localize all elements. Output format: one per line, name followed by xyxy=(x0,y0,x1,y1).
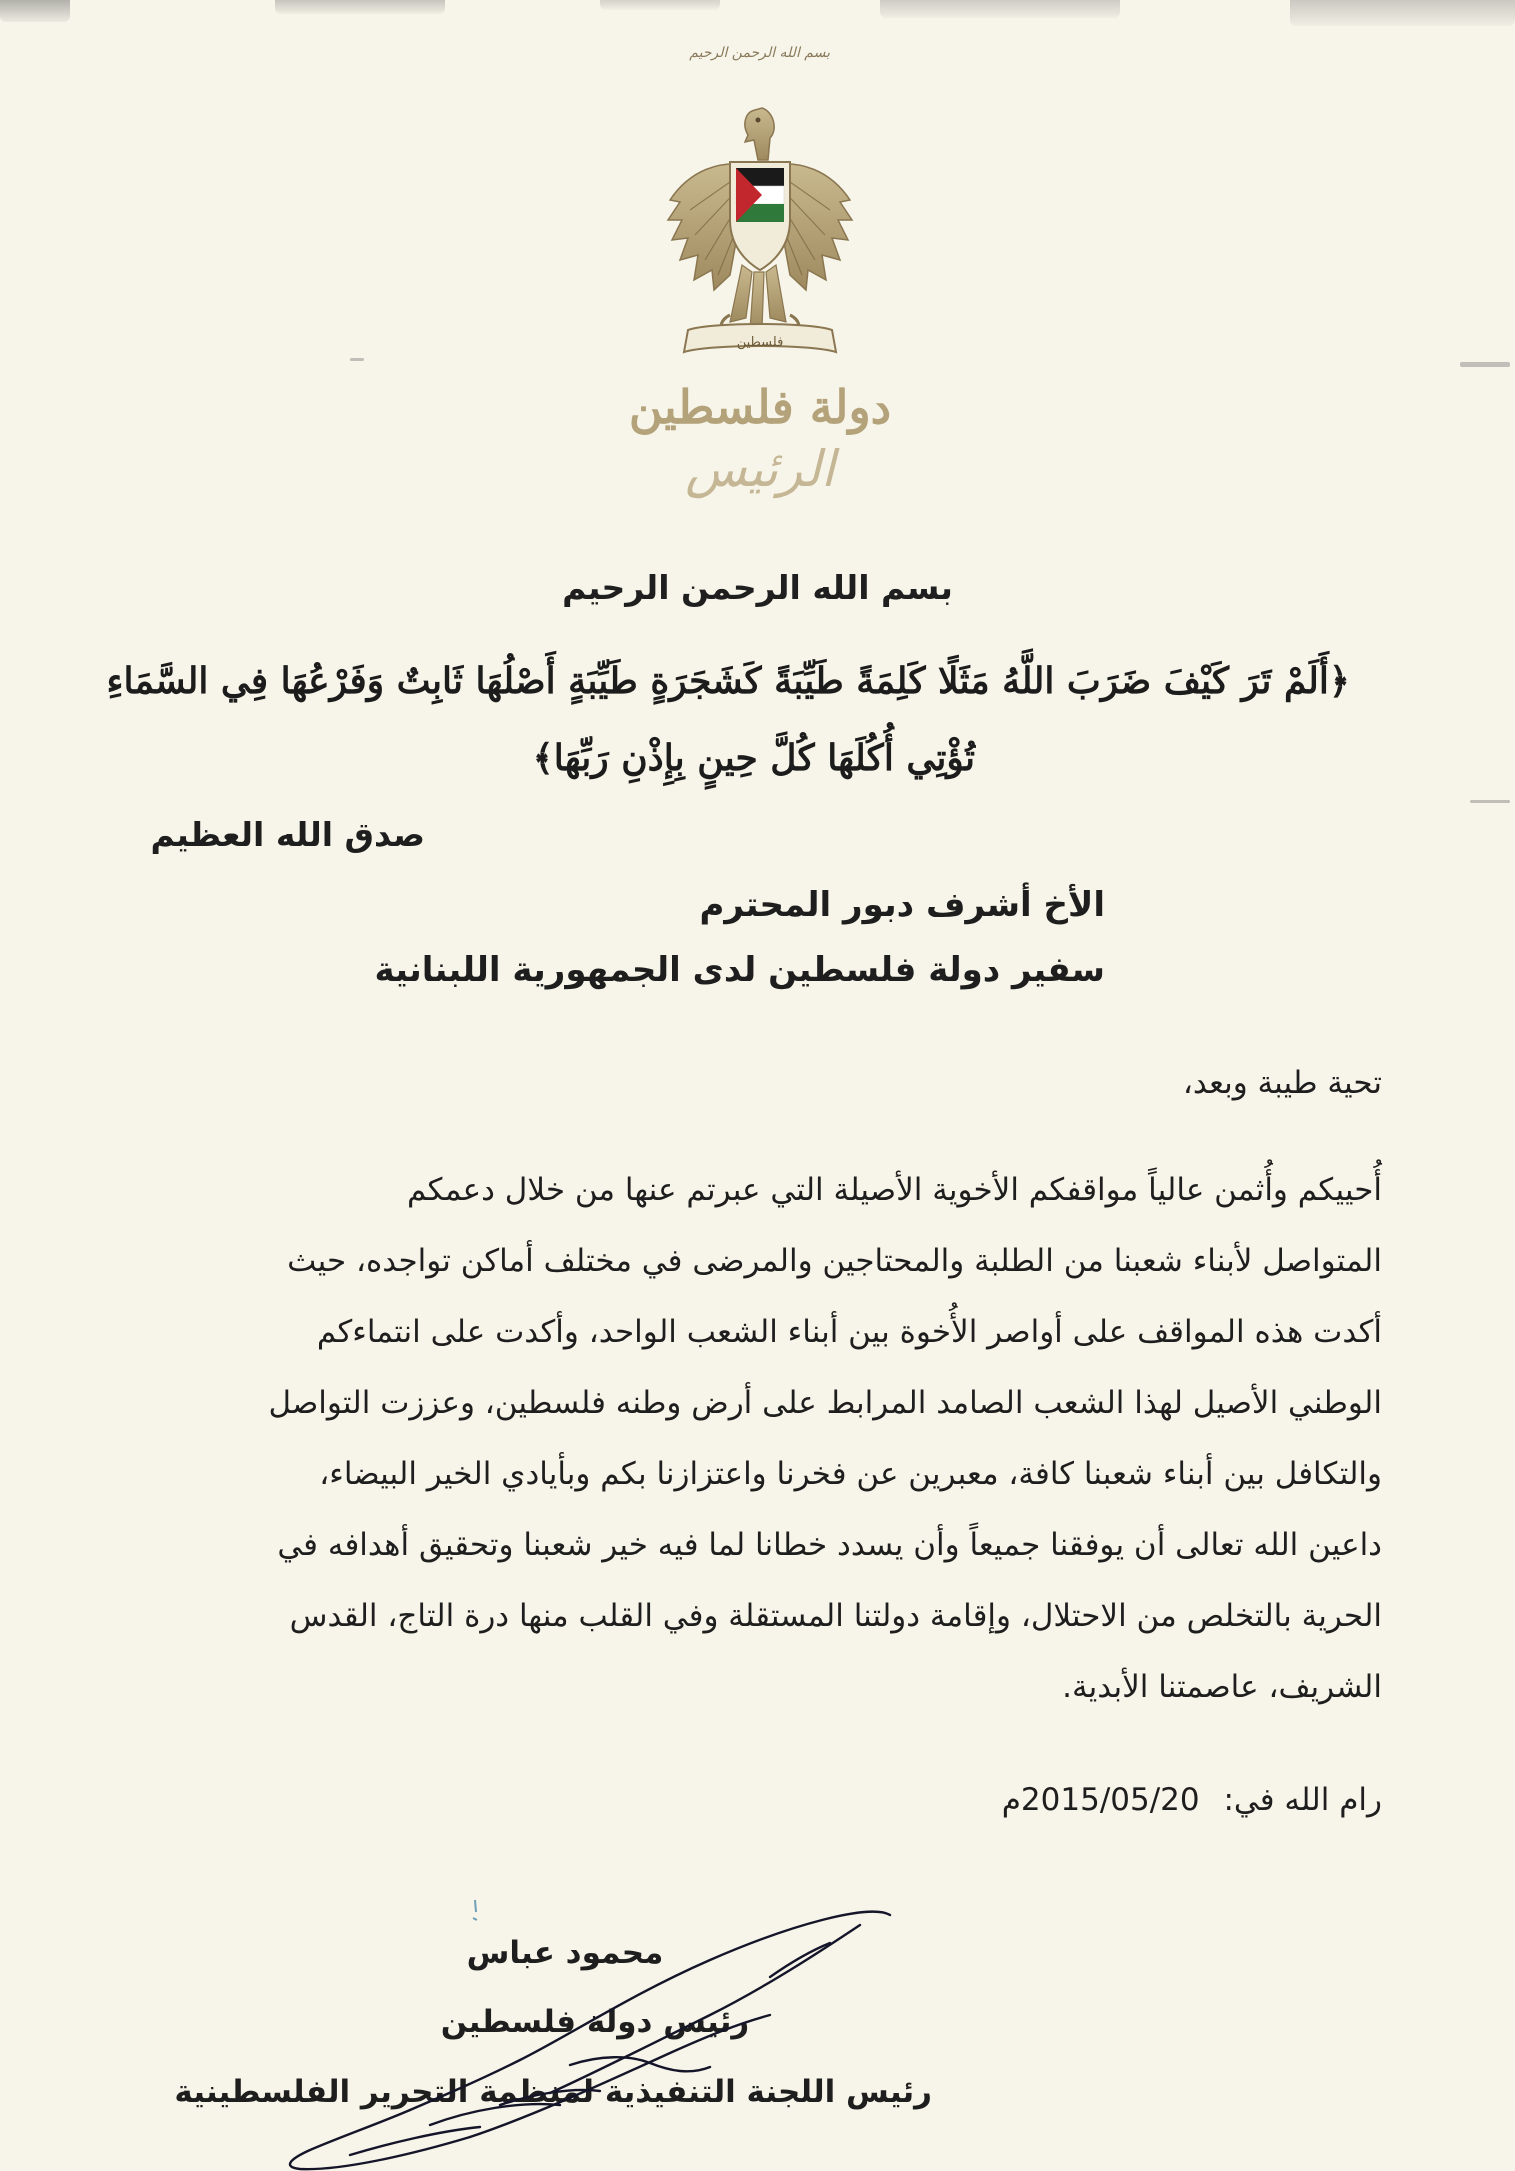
body-line: أُحييكم وأُثمن عالياً مواقفكم الأخوية الأصيلة التي عبرتم عنها من خلال دعمكم xyxy=(406,1172,1382,1208)
emblem-banner-text: فلسطين xyxy=(736,335,784,350)
recipient-title: سفير دولة فلسطين لدى الجمهورية اللبنانية xyxy=(374,950,1105,990)
quran-verse-line-1: ﴿أَلَمْ تَرَ كَيْفَ ضَرَبَ اللَّهُ مَثَلًا كَلِمَةً طَيِّبَةً كَشَجَرَةٍ طَيِّبَةٍ أَصْلُهَا ثَابِتٌ وَفَرْعُهَا فِي السَّمَاءِ xyxy=(106,660,1350,702)
quran-verse-line-2: تُؤْتِي أُكُلَهَا كُلَّ حِينٍ بِإِذْنِ رَبِّهَا﴾ xyxy=(532,737,975,779)
body-line: داعين الله تعالى أن يوفقنا جميعاً وأن يسدد خطانا لما فيه خير شعبنا وتحقيق أهدافه في xyxy=(277,1527,1382,1563)
letterhead-state-name: دولة فلسطين xyxy=(628,380,892,434)
signatory-title-2: رئيس اللجنة التنفيذية لمنظمة التحرير الفلسطينية xyxy=(174,2074,932,2110)
letterhead-office-name: الرئيس xyxy=(685,440,835,498)
scan-smudge xyxy=(0,0,70,22)
body-line: أكدت هذه المواقف على أواصر الأُخوة بين أبناء الشعب الواحد، وأكدت على انتماءكم xyxy=(316,1314,1382,1350)
body-line: والتكافل بين أبناء شعبنا كافة، معبرين عن فخرنا واعتزازنا بكم وبأيادي الخير البيضاء، xyxy=(319,1456,1382,1492)
recipient-name: الأخ أشرف دبور المحترم xyxy=(699,885,1105,925)
scan-smudge xyxy=(1290,0,1515,26)
body-line: الشريف، عاصمتنا الأبدية. xyxy=(1062,1669,1382,1705)
letterhead xyxy=(600,45,920,498)
scan-speck xyxy=(1460,362,1510,367)
palestine-eagle-emblem-icon xyxy=(650,90,870,380)
dateline-label: رام الله في: xyxy=(1223,1782,1382,1818)
body-line: الوطني الأصيل لهذا الشعب الصامد المرابط على أرض وطنه فلسطين، وعززت التواصل xyxy=(268,1385,1382,1421)
scan-speck xyxy=(350,358,364,361)
signatory-name: محمود عباس xyxy=(466,1935,664,1971)
scan-smudge xyxy=(275,0,445,14)
scan-speck xyxy=(1470,800,1510,803)
scan-smudge xyxy=(880,0,1120,18)
dateline-date: 2015/05/20م xyxy=(1001,1782,1200,1818)
handwritten-signature-icon xyxy=(270,1905,910,2171)
letterhead-basmala: بسم الله الرحمن الرحيم xyxy=(689,45,830,61)
verse-closing-phrase: صدق الله العظيم xyxy=(150,815,425,854)
dateline xyxy=(1002,1782,1382,1818)
body-line: الحرية بالتخلص من الاحتلال، وإقامة دولتنا المستقلة وفي القلب منها درة التاج، القدس xyxy=(289,1598,1382,1634)
greeting: تحية طيبة وبعد، xyxy=(1182,1065,1382,1101)
basmala-heading: بسم الله الرحمن الرحيم xyxy=(562,568,953,607)
signatory-title-1: رئيس دولة فلسطين xyxy=(440,2004,750,2040)
scan-smudge xyxy=(600,0,720,10)
body-line: المتواصل لأبناء شعبنا من الطلبة والمحتاجين والمرضى في مختلف أماكن تواجده، حيث xyxy=(287,1243,1382,1279)
letter-body xyxy=(132,1155,1382,1723)
